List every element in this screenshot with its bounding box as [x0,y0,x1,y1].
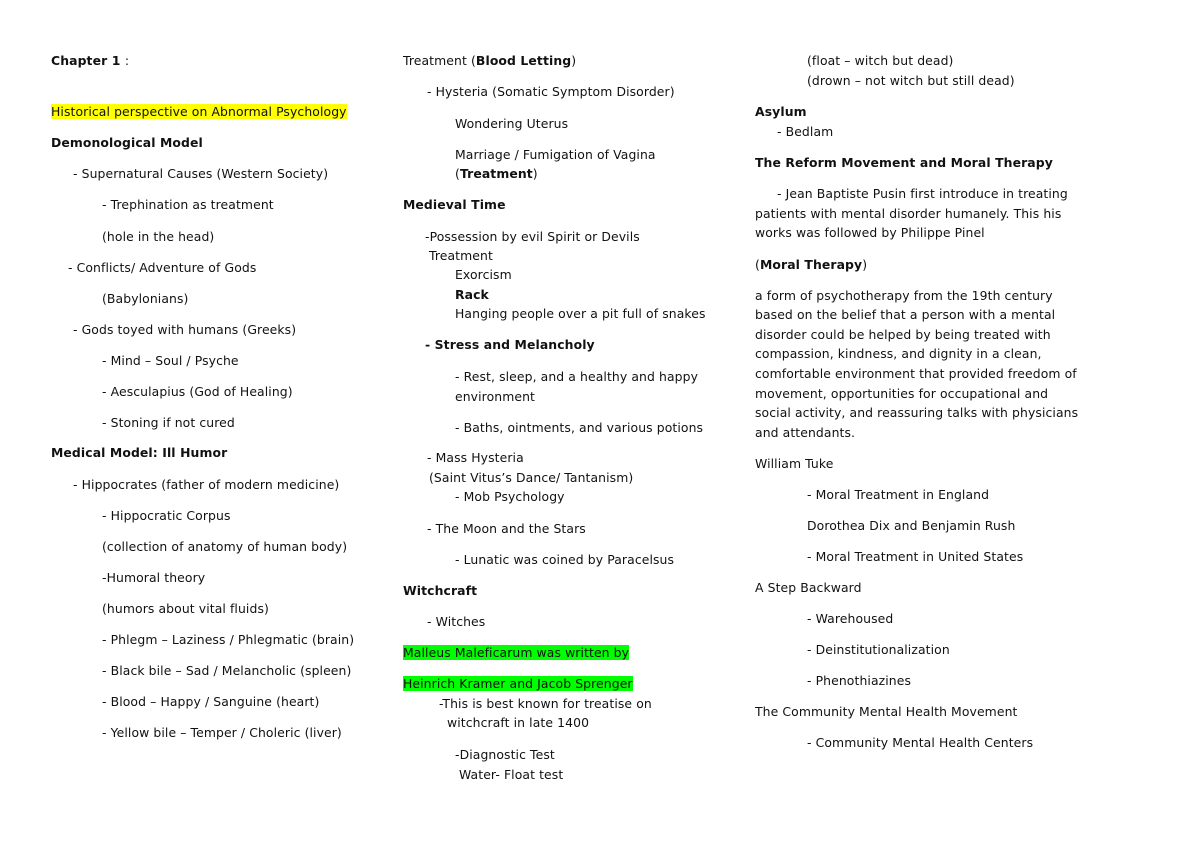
text-part: ( [455,166,460,181]
asylum-heading: Asylum [755,104,807,119]
stress-melancholy-heading: - Stress and Melancholy [425,337,595,352]
list-item: -Humoral theory [102,570,206,585]
list-item: - Hippocrates (father of modern medicine) [73,477,340,492]
text-part: Treatment [459,166,533,181]
list-item [455,166,538,182]
list-item: Treatment [429,248,493,263]
list-item: - Mass Hysteria [427,450,524,465]
list-item: (drown – not witch but still dead) [807,73,1015,88]
paragraph-line: comfortable environment that provided freedom of [755,366,1077,381]
authors-line [403,676,633,692]
demonological-model-heading: Demonological Model [51,135,203,150]
paragraph-line: social activity, and reassuring talks with physicians [755,405,1079,420]
list-item: Water- Float test [459,767,564,782]
heading-part: ) [571,53,577,68]
heading-part: Blood Letting [475,53,572,68]
text-line: The Community Mental Health Movement [755,704,1018,719]
list-item: - Stoning if not cured [102,415,235,430]
moral-therapy-heading [755,257,867,273]
text-part: ) [532,166,538,181]
list-item: Marriage / Fumigation of Vagina [455,147,656,162]
heading-part: ( [755,257,760,272]
list-item: witchcraft in late 1400 [447,715,590,730]
list-item: (Babylonians) [102,291,189,306]
medical-model-heading: Medical Model: Ill Humor [51,445,228,460]
text-line: William Tuke [755,456,834,471]
paragraph-line: a form of psychotherapy from the 19th century [755,288,1053,303]
heading-part: Treatment ( [403,53,476,68]
text-line: - Jean Baptiste Pusin first introduce in treating [777,186,1068,201]
historical-perspective-heading [51,104,347,120]
list-item: - Gods toyed with humans (Greeks) [73,322,297,337]
heading-part: Moral Therapy [759,257,863,272]
list-item: - Supernatural Causes (Western Society) [73,166,329,181]
chapter-label: Chapter 1 [51,53,121,68]
list-item: (Saint Vitus’s Dance/ Tantanism) [429,470,634,485]
text-line: A Step Backward [755,580,862,595]
text-line: patients with mental disorder humanely. This his [755,206,1062,221]
list-item: - Aesculapius (God of Healing) [102,384,293,399]
paragraph-line: disorder could be helped by being treated with [755,327,1051,342]
heading-part: ) [862,257,868,272]
list-item: - Mind – Soul / Psyche [102,353,239,368]
list-item: (hole in the head) [102,229,215,244]
list-item: environment [455,389,536,404]
list-item: Hanging people over a pit full of snakes [455,306,706,321]
list-item: - Conflicts/ Adventure of Gods [68,260,257,275]
list-item: - Baths, ointments, and various potions [455,420,704,435]
list-item: - Moral Treatment in England [807,487,990,502]
list-item: - Mob Psychology [455,489,565,504]
list-item: Exorcism [455,267,512,282]
list-item: - Blood – Happy / Sanguine (heart) [102,694,320,709]
paragraph-line: compassion, kindness, and dignity in a clean, [755,346,1042,361]
list-item: (humors about vital fluids) [102,601,269,616]
paragraph-line: and attendants. [755,425,856,440]
text-line: Dorothea Dix and Benjamin Rush [807,518,1016,533]
text-line: works was followed by Philippe Pinel [755,225,985,240]
medieval-time-heading: Medieval Time [403,197,506,212]
highlight-green-text: Malleus Maleficarum was written by [403,645,630,660]
list-item: -Possession by evil Spirit or Devils [425,229,640,244]
list-item: - The Moon and the Stars [427,521,586,536]
malleus-line [403,645,629,661]
paragraph-line: based on the belief that a person with a mental [755,307,1056,322]
paragraph-line: movement, opportunities for occupational and [755,386,1049,401]
list-item: Rack [455,287,489,302]
list-item: - Hysteria (Somatic Symptom Disorder) [427,84,675,99]
list-item: (float – witch but dead) [807,53,954,68]
list-item: - Witches [427,614,486,629]
reform-heading: The Reform Movement and Moral Therapy [755,155,1053,170]
list-item: - Warehoused [807,611,894,626]
witchcraft-heading: Witchcraft [403,583,478,598]
list-item: - Community Mental Health Centers [807,735,1034,750]
list-item: - Moral Treatment in United States [807,549,1024,564]
list-item: - Black bile – Sad / Melancholic (spleen) [102,663,352,678]
list-item: - Phenothiazines [807,673,912,688]
list-item: - Hippocratic Corpus [102,508,231,523]
list-item: - Bedlam [777,124,834,139]
list-item: - Lunatic was coined by Paracelsus [455,552,675,567]
list-item: -Diagnostic Test [455,747,555,762]
highlight-green-text: Heinrich Kramer and Jacob Sprenger [403,676,633,691]
chapter-colon: : [124,53,130,68]
list-item: - Phlegm – Laziness / Phlegmatic (brain) [102,632,355,647]
highlight-yellow-text: Historical perspective on Abnormal Psychology [51,104,347,119]
chapter-title [51,53,129,69]
list-item: - Trephination as treatment [102,197,274,212]
list-item: Wondering Uterus [455,116,569,131]
treatment-heading [403,53,576,69]
list-item: - Rest, sleep, and a healthy and happy [455,369,698,384]
list-item: - Deinstitutionalization [807,642,950,657]
list-item: -This is best known for treatise on [439,696,652,711]
list-item: (collection of anatomy of human body) [102,539,348,554]
list-item: - Yellow bile – Temper / Choleric (liver) [102,725,342,740]
